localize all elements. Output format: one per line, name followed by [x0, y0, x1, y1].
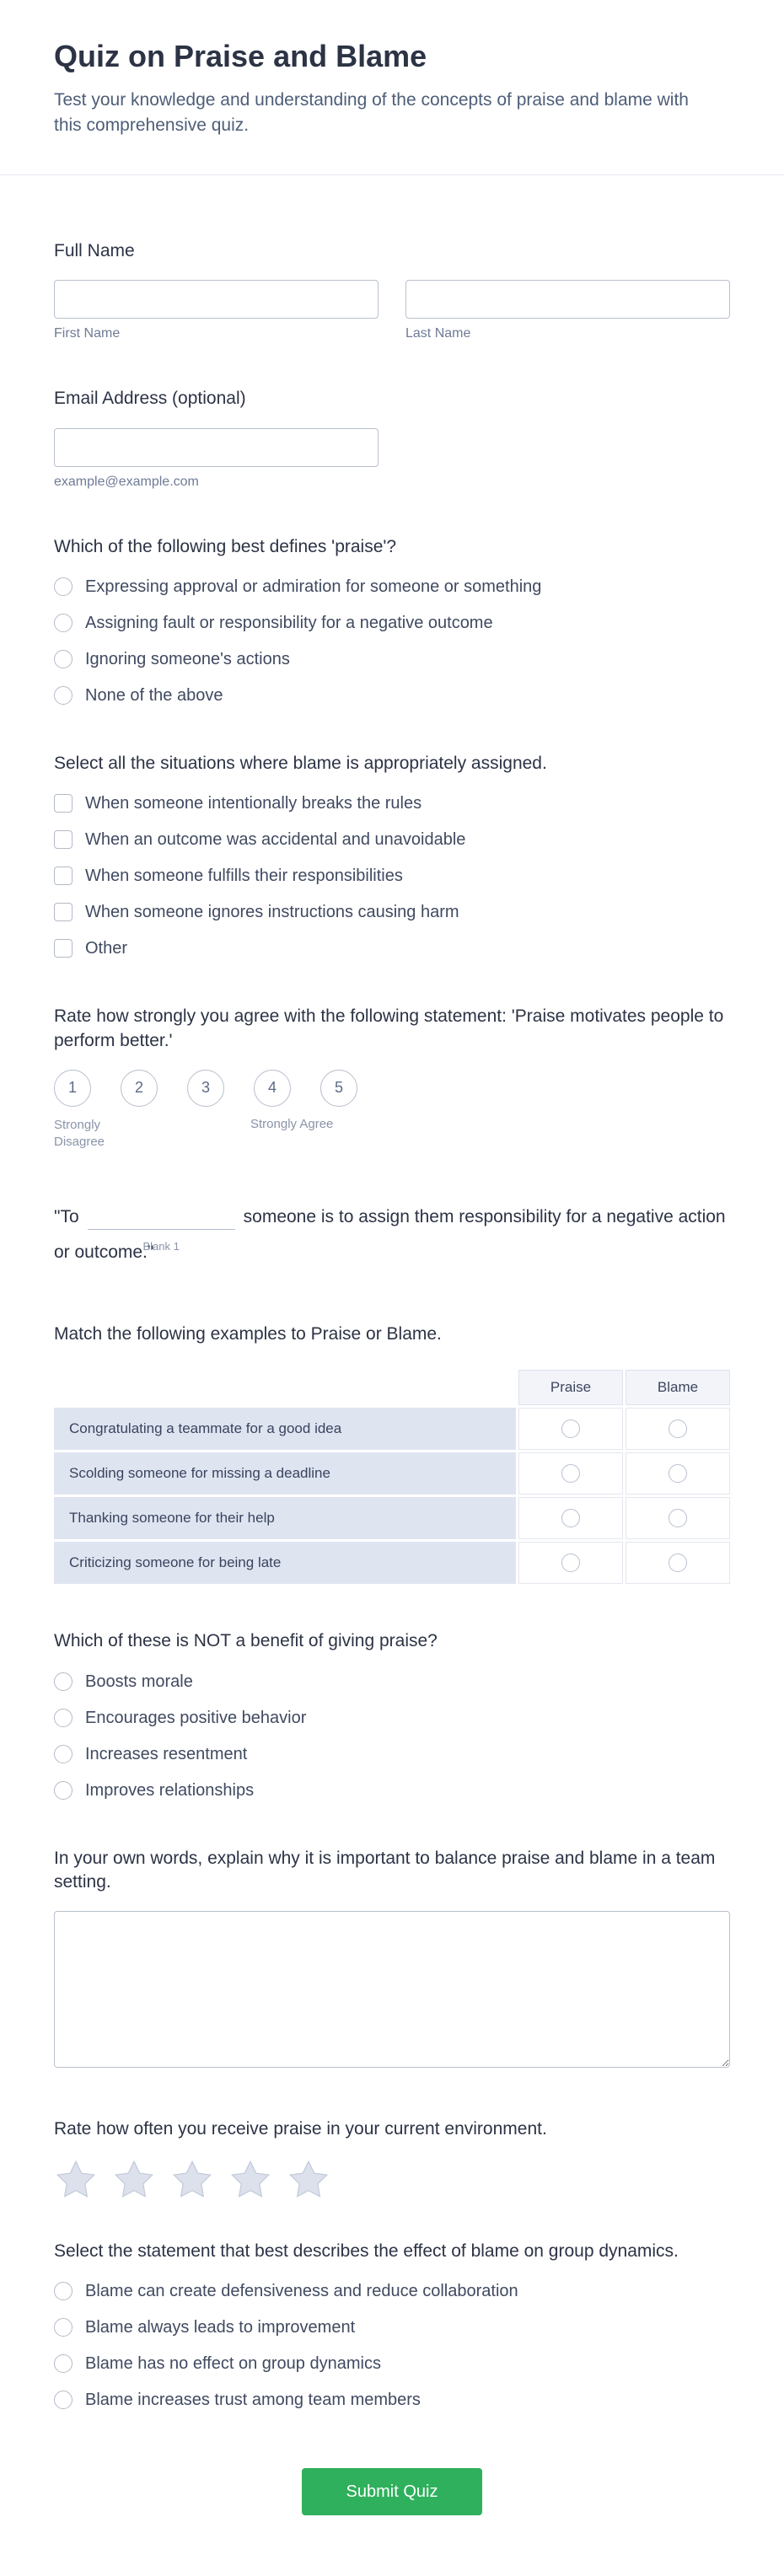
radio-icon[interactable] [54, 2391, 72, 2409]
matrix-cell-row1-praise[interactable] [518, 1408, 623, 1450]
radio-icon[interactable] [669, 1509, 687, 1527]
checkbox-icon[interactable] [54, 867, 72, 885]
blank-wrap [88, 1199, 235, 1253]
star-icon-1[interactable] [54, 2159, 98, 2201]
radio-icon[interactable] [561, 1554, 580, 1572]
matrix-cell-row2-blame[interactable] [626, 1452, 730, 1495]
radio-icon[interactable] [669, 1464, 687, 1483]
praise-definition-option-2[interactable] [54, 612, 730, 634]
scale-option-2[interactable]: 2 [121, 1070, 158, 1107]
form-body [0, 175, 784, 2576]
submit-area [54, 2445, 730, 2576]
option-label: Expressing approval or admiration for someone or something [85, 577, 542, 596]
star-rating-label: Rate how often you receive praise in your current environment. [54, 2119, 547, 2139]
option-label: Improves relationships [85, 1780, 255, 1800]
question-blame-situations [54, 752, 730, 959]
blank-input[interactable] [88, 1206, 235, 1230]
radio-icon[interactable] [561, 1464, 580, 1483]
option-label: Other [85, 939, 128, 958]
form-header [0, 0, 784, 175]
not-benefit-option-4[interactable] [54, 1779, 730, 1801]
question-email [54, 387, 730, 489]
not-benefit-option-3[interactable] [54, 1743, 730, 1765]
email-hint: example@example.com [54, 474, 199, 489]
radio-icon[interactable] [561, 1509, 580, 1527]
not-benefit-label: Which of these is NOT a benefit of giving praise? [54, 1631, 438, 1651]
stars-row [54, 2159, 730, 2201]
group-dynamics-label: Select the statement that best describes the effect of blame on group dynamics. [54, 2241, 679, 2261]
praise-definition-option-3[interactable] [54, 648, 730, 670]
fill-blank-before: "To [54, 1206, 79, 1226]
explain-textarea[interactable] [54, 1911, 730, 2068]
group-dynamics-option-1[interactable] [54, 2280, 730, 2302]
blame-situations-option-2[interactable] [54, 829, 730, 851]
not-benefit-option-1[interactable] [54, 1671, 730, 1693]
full-name-label: Full Name [54, 240, 135, 260]
checkbox-icon[interactable] [54, 939, 72, 958]
option-label: When someone ignores instructions causing harm [85, 903, 459, 922]
option-label: When someone fulfills their responsibilities [85, 867, 403, 886]
praise-definition-label: Which of the following best defines 'praise'? [54, 536, 397, 556]
matrix-cell-row1-blame[interactable] [626, 1408, 730, 1450]
radio-icon[interactable] [561, 1419, 580, 1438]
submit-button[interactable]: Submit Quiz [302, 2468, 482, 2515]
question-group-dynamics [54, 2240, 730, 2411]
option-label: Blame can create defensiveness and reduce collaboration [85, 2282, 518, 2300]
option-label: Blame always leads to improvement [85, 2318, 356, 2337]
question-agreement-scale [54, 1005, 730, 1154]
name-row [54, 280, 730, 341]
matrix-cell-row3-blame[interactable] [626, 1497, 730, 1539]
option-label: Blame has no effect on group dynamics [85, 2354, 381, 2373]
matrix-column-praise: Praise [518, 1370, 623, 1405]
radio-icon[interactable] [54, 1745, 72, 1763]
matrix-label: Match the following examples to Praise or Blame. [54, 1323, 442, 1344]
question-fill-blank [54, 1199, 730, 1270]
scale-max-label: Strongly Agree [250, 1116, 334, 1131]
radio-icon[interactable] [54, 2354, 72, 2373]
blame-situations-option-3[interactable] [54, 865, 730, 887]
option-label: Assigning fault or responsibility for a negative outcome [85, 613, 493, 632]
email-input[interactable] [54, 428, 379, 467]
radio-icon[interactable] [54, 1709, 72, 1727]
blame-situations-option-4[interactable] [54, 901, 730, 923]
star-icon-3[interactable] [170, 2159, 214, 2201]
radio-icon[interactable] [54, 2282, 72, 2300]
option-label: When an outcome was accidental and unavoidable [85, 830, 466, 850]
option-label: None of the above [85, 685, 223, 705]
form-subtitle: Test your knowledge and understanding of the concepts of praise and blame with this comprehensive quiz. [54, 90, 689, 136]
email-input-wrap [54, 428, 379, 490]
radio-icon[interactable] [54, 1781, 72, 1800]
radio-icon[interactable] [54, 650, 72, 668]
scale-option-5[interactable]: 5 [320, 1070, 357, 1107]
first-name-sublabel: First Name [54, 326, 121, 341]
radio-icon[interactable] [54, 1672, 72, 1691]
scale-option-3[interactable]: 3 [187, 1070, 224, 1107]
radio-icon[interactable] [54, 614, 72, 632]
praise-definition-option-1[interactable] [54, 576, 730, 598]
radio-icon[interactable] [669, 1554, 687, 1572]
radio-icon[interactable] [669, 1419, 687, 1438]
blank-tag: Blank 1 [142, 1239, 180, 1253]
last-name-col [405, 280, 730, 341]
scale-option-1[interactable]: 1 [54, 1070, 91, 1107]
matrix-row-label-2: Scolding someone for missing a deadline [54, 1452, 516, 1495]
not-benefit-option-2[interactable] [54, 1707, 730, 1729]
fill-blank-after: someone is to assign them responsibility for a negative action or outcome." [54, 1206, 726, 1262]
option-label: Encourages positive behavior [85, 1708, 307, 1727]
first-name-col [54, 280, 379, 341]
question-praise-definition [54, 535, 730, 706]
checkbox-icon[interactable] [54, 794, 72, 813]
matrix-cell-row4-praise[interactable] [518, 1542, 623, 1584]
blame-situations-option-other[interactable] [54, 937, 730, 959]
option-label: Blame increases trust among team members [85, 2391, 421, 2409]
question-matrix [54, 1323, 730, 1584]
scale-row [54, 1070, 730, 1107]
star-icon-4[interactable] [228, 2159, 272, 2201]
question-full-name [54, 239, 730, 341]
matrix-cell-row3-praise[interactable] [518, 1497, 623, 1539]
group-dynamics-option-2[interactable] [54, 2316, 730, 2338]
fill-blank-sentence [54, 1199, 728, 1270]
radio-icon[interactable] [54, 686, 72, 705]
question-not-benefit [54, 1629, 730, 1801]
group-dynamics-option-3[interactable] [54, 2353, 730, 2375]
star-icon-5[interactable] [287, 2159, 330, 2201]
option-label: When someone intentionally breaks the rules [85, 794, 422, 813]
scale-min-label: Strongly Disagree [54, 1117, 105, 1150]
star-icon-2[interactable] [112, 2159, 156, 2201]
group-dynamics-option-4[interactable] [54, 2389, 730, 2411]
question-explain [54, 1847, 730, 2073]
option-label: Increases resentment [85, 1744, 248, 1763]
explain-label: In your own words, explain why it is important to balance praise and blame in a team setting. [54, 1848, 716, 1892]
agreement-scale-label: Rate how strongly you agree with the following statement: 'Praise motivates people to perform better.' [54, 1006, 724, 1050]
blame-situations-option-1[interactable] [54, 792, 730, 814]
radio-icon[interactable] [54, 577, 72, 596]
form-title: Quiz on Praise and Blame [54, 39, 427, 73]
matrix-column-blame: Blame [626, 1370, 730, 1405]
last-name-input[interactable] [405, 280, 730, 319]
matrix-corner [54, 1370, 516, 1405]
matrix-table [54, 1370, 730, 1584]
matrix-row-label-4: Criticizing someone for being late [54, 1542, 516, 1584]
last-name-sublabel: Last Name [405, 326, 471, 341]
option-label: Boosts morale [85, 1672, 193, 1691]
blame-situations-label: Select all the situations where blame is appropriately assigned. [54, 753, 547, 773]
matrix-cell-row2-praise[interactable] [518, 1452, 623, 1495]
question-star-rating [54, 2117, 730, 2200]
first-name-input[interactable] [54, 280, 379, 319]
matrix-row-label-3: Thanking someone for their help [54, 1497, 516, 1539]
radio-icon[interactable] [54, 2318, 72, 2337]
praise-definition-option-4[interactable] [54, 684, 730, 706]
scale-labels [54, 1117, 730, 1154]
scale-option-4[interactable]: 4 [254, 1070, 291, 1107]
matrix-row-label-1: Congratulating a teammate for a good idea [54, 1408, 516, 1450]
checkbox-icon[interactable] [54, 903, 72, 921]
email-label: Email Address (optional) [54, 389, 246, 409]
checkbox-icon[interactable] [54, 830, 72, 849]
option-label: Ignoring someone's actions [85, 649, 290, 668]
matrix-cell-row4-blame[interactable] [626, 1542, 730, 1584]
